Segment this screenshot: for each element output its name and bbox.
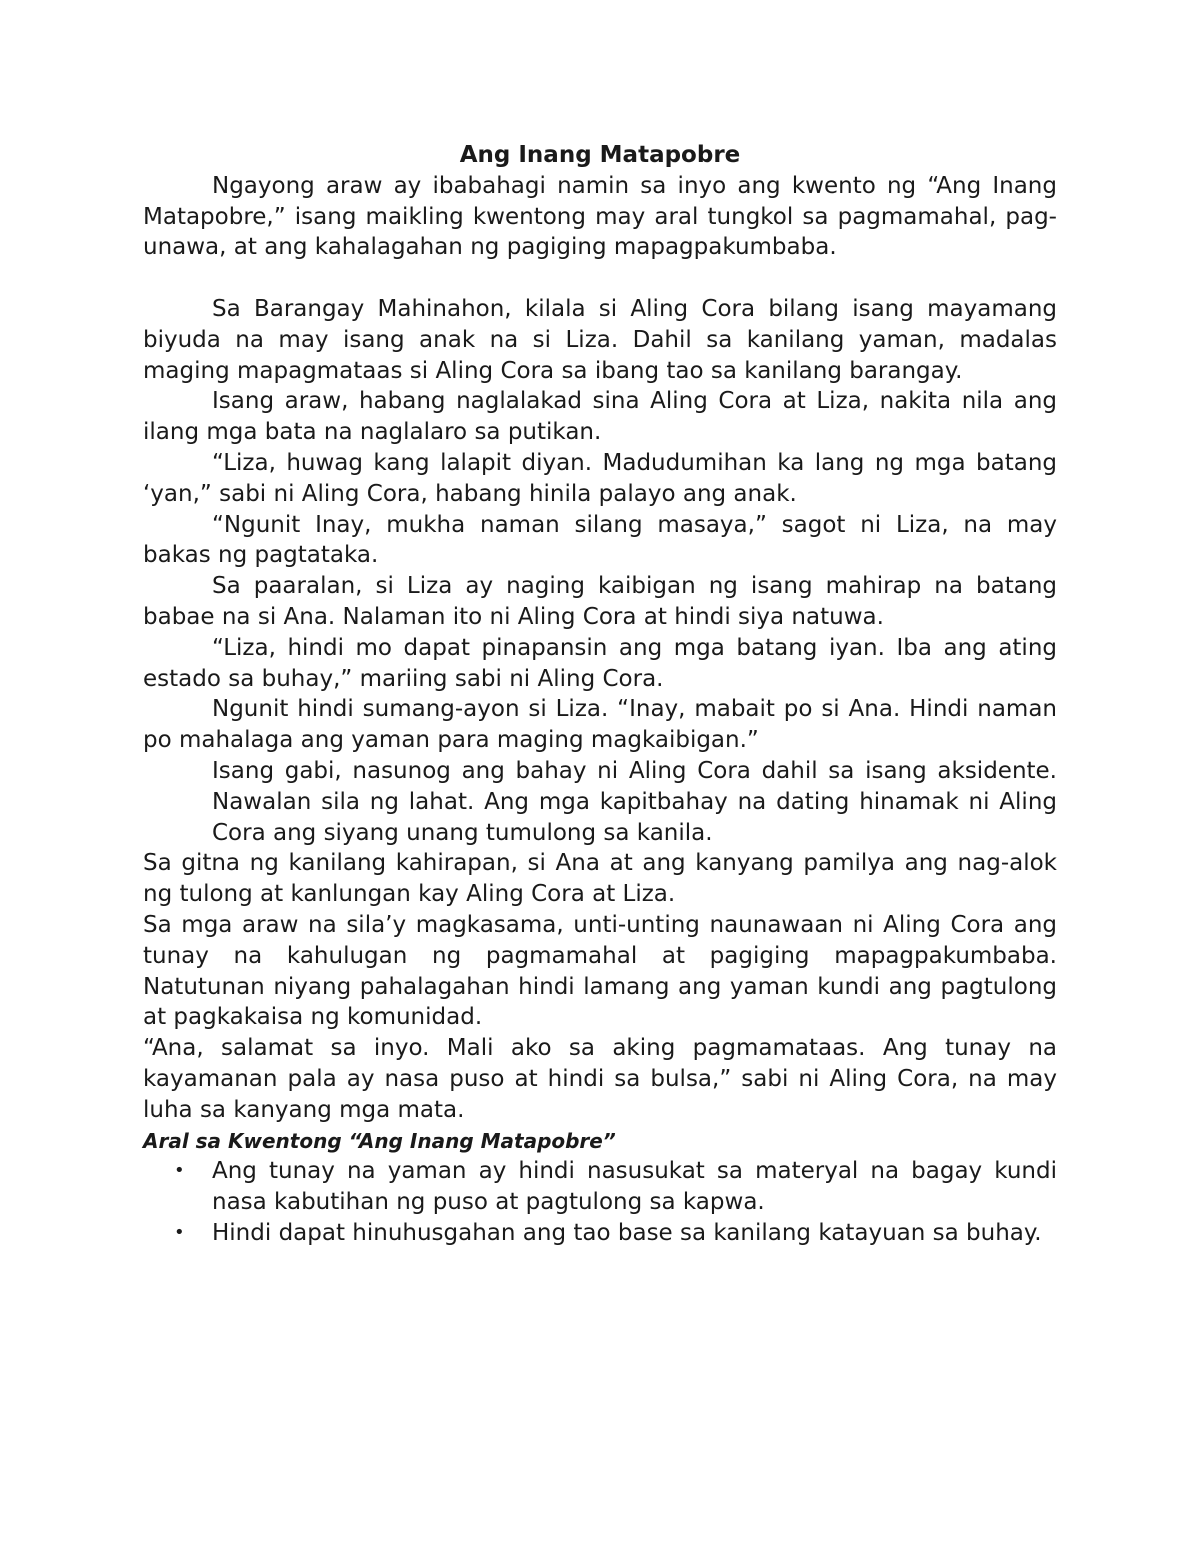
lesson-item-text: Hindi dapat hinuhusgahan ang tao base sa kanilang katayuan sa buhay. xyxy=(212,1219,1042,1246)
paragraph-quote-liza-2: Ngunit hindi sumang-ayon si Liza. “Inay, mabait po si Ana. Hindi naman po mahalaga ang yaman para maging magkaibigan.” xyxy=(143,696,1057,754)
paragraph-quote-cora-1: “Liza, huwag kang lalapit diyan. Madudumihan ka lang ng mga batang ‘yan,” sabi ni Aling Cora, habang hinila palayo ang anak. xyxy=(143,449,1057,507)
bullet-icon: • xyxy=(174,1160,185,1182)
paragraph-intro: Ngayong araw ay ibabahagi namin sa inyo ang kwento ng “Ang Inang Matapobre,” isang maikling kwentong may aral tungkol sa pagmamahal, pag-unawa, at ang kahalagahan ng pagiging mapagpakumbaba. xyxy=(143,172,1057,261)
lesson-item-text: Ang tunay na yaman ay hindi nasusukat sa materyal na bagay kundi nasa kabutihan ng puso at pagtulong sa kapwa. xyxy=(212,1158,1057,1216)
paragraph-quote-cora-3: “Ana, salamat sa inyo. Mali ako sa aking pagmamataas. Ang tunay na kayamanan pala ay nasa puso at hindi sa bulsa,” sabi ni Aling Cora, na may luha sa kanyang mga mata. xyxy=(143,1035,1057,1123)
paragraph-setting: Sa Barangay Mahinahon, kilala si Aling Cora bilang isang mayamang biyuda na may isang anak na si Liza. Dahil sa kanilang yaman, madalas maging mapagmataas si Aling Cora sa ibang tao sa kanilang barangay. xyxy=(143,295,1057,384)
list-item xyxy=(143,1156,1057,1218)
document-page xyxy=(143,140,1057,1249)
paragraph-quote-cora-2: “Liza, hindi mo dapat pinapansin ang mga batang iyan. Iba ang ating estado sa buhay,” mariing sabi ni Aling Cora. xyxy=(143,634,1057,692)
paragraph-quote-liza-1: “Ngunit Inay, mukha naman silang masaya,” sagot ni Liza, na may bakas ng pagtataka. xyxy=(143,511,1057,569)
bullet-icon: • xyxy=(174,1221,185,1243)
paragraph-help: Sa gitna ng kanilang kahirapan, si Ana at ang kanyang pamilya ang nag-alok ng tulong at kanlungan kay Aling Cora at Liza. xyxy=(143,850,1057,908)
paragraph-walk: Isang araw, habang naglalakad sina Aling Cora at Liza, nakita nila ang ilang mga bata na naglalaro sa putikan. xyxy=(143,388,1057,446)
list-item xyxy=(143,1218,1057,1249)
paragraph-school: Sa paaralan, si Liza ay naging kaibigan ng isang mahirap na batang babae na si Ana. Nalaman ito ni Aling Cora at hindi siya natuwa. xyxy=(143,573,1057,630)
lesson-heading: Aral sa Kwentong “Ang Inang Matapobre” xyxy=(143,1128,616,1153)
paragraph-fire: Isang gabi, nasunog ang bahay ni Aling Cora dahil sa isang aksidente. Nawalan sila ng lahat. Ang mga kapitbahay na dating hinamak ni Aling Cora ang siyang unang tumulong sa kanila. xyxy=(212,757,1057,846)
story-title: Ang Inang Matapobre xyxy=(459,142,741,168)
paragraph-realization: Sa mga araw na sila’y magkasama, unti-unting naunawaan ni Aling Cora ang tunay na kahulugan ng pagmamahal at pagiging mapagpakumbaba. Natutunan niyang pahalagahan hindi lamang ang yaman kundi ang pagtulong at pagkakaisa ng komunidad. xyxy=(143,911,1057,1031)
lesson-list xyxy=(143,1156,1057,1248)
